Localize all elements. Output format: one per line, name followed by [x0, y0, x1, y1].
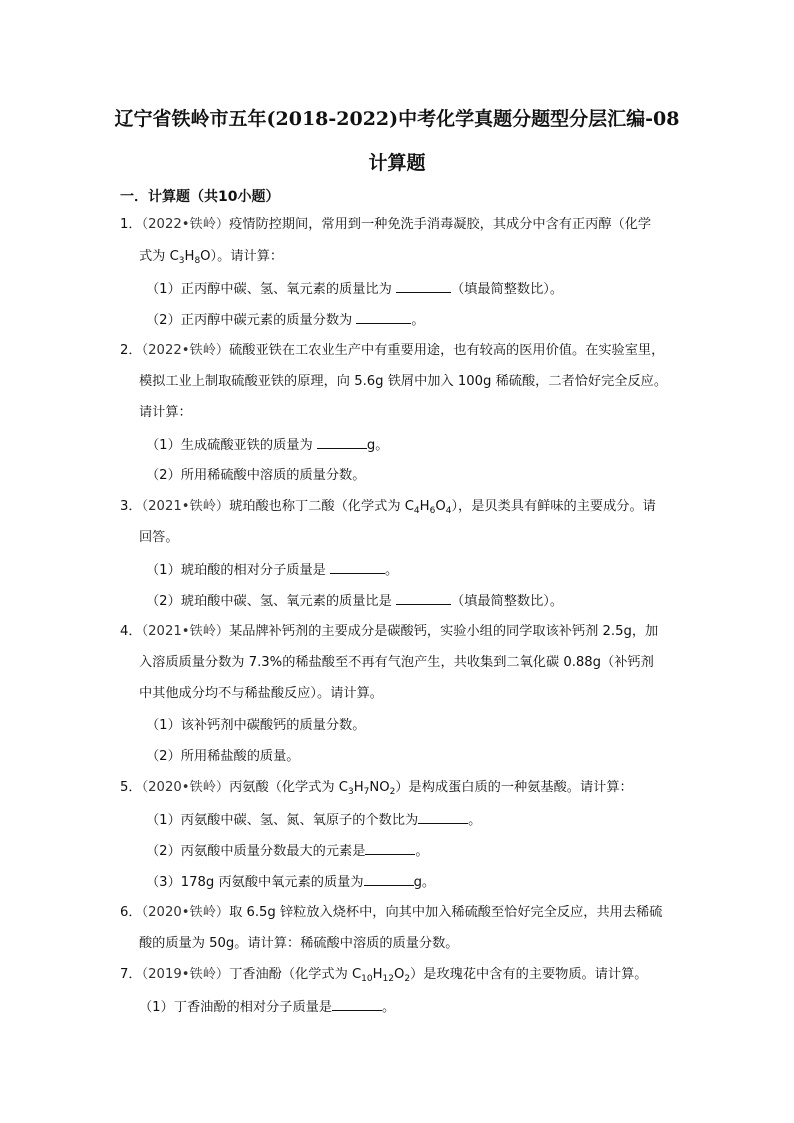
question-4-part-1: （1）该补钙剂中碳酸钙的质量分数。: [146, 718, 366, 733]
question-5-line-1: 5．（2020•铁岭）丙氨酸（化学式为 $C_3H_7NO_2$）是构成蛋白质的一种氨基酸。请计算：: [120, 780, 633, 797]
question-1-part-2: （2）正丙醇中碳元素的质量分数为 。: [146, 313, 425, 328]
document-title: 辽宁省铁岭市五年(2018-2022)中考化学真题分题型分层汇编-08: [114, 108, 680, 130]
question-2-line-1: 2．（2022•铁岭）硫酸亚铁在工农业生产中有重要用途，也有较高的医用价值。在实验室里，: [120, 343, 665, 358]
question-2-line-3: 请计算：: [139, 405, 192, 420]
question-6-line-1: 6．（2020•铁岭）取 6.5g 锌粒放入烧杯中，向其中加入稀硫酸至恰好完全反应，共用去稀硫: [120, 905, 663, 920]
question-5-part-1: （1）丙氨酸中碳、氢、氮、氧原子的个数比为 。: [146, 813, 482, 828]
section-heading: 一．计算题（共10小题）: [120, 189, 280, 205]
answer-blank[interactable]: [364, 873, 414, 886]
answer-blank[interactable]: [356, 311, 411, 324]
question-4-part-2: （2）所用稀盐酸的质量。: [146, 749, 300, 764]
question-3-part-2: （2）琥珀酸中碳、氢、氧元素的质量比是 （填最简整数比）。: [146, 594, 564, 609]
question-4-line-2: 入溶质质量分数为 7.3%的稀盐酸至不再有气泡产生，共收集到二氧化碳 0.88g（补钙剂: [139, 655, 654, 670]
answer-blank[interactable]: [317, 436, 367, 449]
answer-blank[interactable]: [396, 280, 451, 293]
question-4-line-1: 4．（2021•铁岭）某品牌补钙剂的主要成分是碳酸钙，实验小组的同学取该补钙剂 2.5g，加: [120, 624, 659, 639]
question-1-line-1: 1．（2022•铁岭）疫情防控期间，常用到一种免洗手消毒凝胶，其成分中含有正丙醇（化学: [120, 217, 652, 232]
answer-blank[interactable]: [332, 998, 382, 1011]
question-3-part-1: （1）琥珀酸的相对分子质量是 。: [146, 563, 399, 578]
question-5-part-3: （3）178g 丙氨酸中氧元素的质量为 g。: [146, 875, 436, 890]
answer-blank[interactable]: [418, 811, 468, 824]
question-1-part-1: （1）正丙醇中碳、氢、氧元素的质量比为 （填最简整数比）。: [146, 282, 564, 297]
question-3-line-1: 3．（2021•铁岭）琥珀酸也称丁二酸（化学式为 $C_4H_6O_4$），是贝类具有鲜味的主要成分。请: [120, 499, 656, 516]
question-3-line-2: 回答。: [139, 530, 179, 545]
question-2-part-1: （1）生成硫酸亚铁的质量为 g。: [146, 438, 389, 453]
question-2-part-2: （2）所用稀硫酸中溶质的质量分数。: [146, 468, 366, 483]
answer-blank[interactable]: [365, 842, 415, 855]
document-subtitle: 计算题: [368, 152, 426, 174]
answer-blank[interactable]: [396, 592, 451, 605]
answer-blank[interactable]: [330, 561, 385, 574]
question-4-line-3: 中其他成分均不与稀盐酸反应）。请计算。: [139, 686, 383, 701]
question-6-line-2: 酸的质量为 50g。请计算：稀硫酸中溶质的质量分数。: [139, 936, 459, 951]
question-2-line-2: 模拟工业上制取硫酸亚铁的原理，向 5.6g 铁屑中加入 100g 稀硫酸，二者恰好完全反应。: [139, 374, 668, 389]
question-7-part-1: （1）丁香油酚的相对分子质量是 。: [139, 1000, 396, 1015]
question-5-part-2: （2）丙氨酸中质量分数最大的元素是 。: [146, 844, 429, 859]
question-1-line-2: 式为 $C_3H_8O$）。请计算：: [139, 249, 284, 266]
question-7-line-1: 7．（2019•铁岭）丁香油酚（化学式为 $C_{10}H_{12}O_2$）是玫瑰花中含有的主要物质。请计算。: [120, 967, 648, 984]
